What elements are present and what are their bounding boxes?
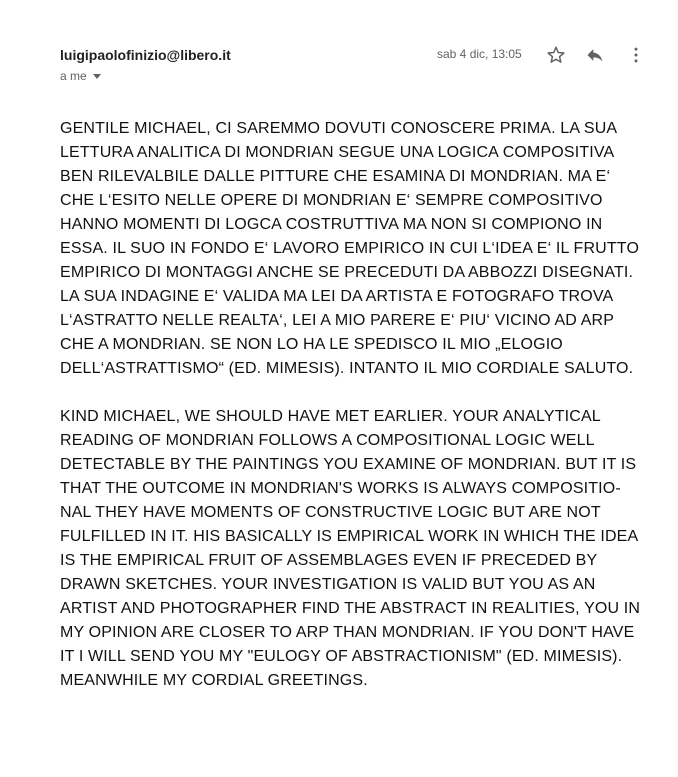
- message-line: NAL THEY HAVE MOMENTS OF CONSTRUCTIVE LOGIC BUT ARE NOT: [60, 504, 601, 521]
- message-line: EMPIRICO DI MONTAGGI ANCHE SE PRECEDUTI DA ABBOZZI DISEGNATI.: [60, 264, 634, 281]
- message-line: FULFILLED IN IT. HIS BASICALLY IS EMPIRICAL WORK IN WHICH THE IDEA: [60, 528, 639, 545]
- message-line: KIND MICHAEL, WE SHOULD HAVE MET EARLIER. YOUR ANALYTICAL: [60, 408, 601, 425]
- message-line: BEN RILEVALBILE DALLE PITTURE CHE ESAMINA DI MONDRIAN. MA E‘: [60, 168, 611, 185]
- message-line: DELL‘ASTRATTISMO“ (ED. MIMESIS). INTANTO IL MIO CORDIALE SALUTO.: [60, 360, 634, 377]
- message-header: [60, 47, 660, 87]
- message-line: L‘ASTRATTO NELLE REALTA‘, LEI A MIO PARERE E‘ PIU‘ VICINO AD ARP: [60, 312, 615, 329]
- message-line: MY OPINION ARE CLOSER TO ARP THAN MONDRIAN. IF YOU DON'T HAVE: [60, 624, 635, 641]
- message-line: HANNO MOMENTI DI LOGCA COSTRUTTIVA MA NON SI COMPIONO IN: [60, 216, 603, 233]
- message-line: LA SUA INDAGINE E‘ VALIDA MA LEI DA ARTISTA E FOTOGRAFO TROVA: [60, 288, 614, 305]
- more-options-button[interactable]: [624, 43, 648, 67]
- english-paragraph: [60, 405, 650, 693]
- message-line: IS THE EMPIRICAL FRUIT OF ASSEMBLAGES EVEN IF PRECEDED BY: [60, 552, 598, 569]
- message-line: DETECTABLE BY THE PAINTINGS YOU EXAMINE OF MONDRIAN. BUT IT IS: [60, 456, 637, 473]
- message-line: CHE L‘ESITO NELLE OPERE DI MONDRIAN E‘ SEMPRE COMPOSITIVO: [60, 192, 603, 209]
- reply-icon: [585, 45, 605, 65]
- star-button[interactable]: [544, 43, 568, 67]
- message-line: ESSA. IL SUO IN FONDO E‘ LAVORO EMPIRICO IN CUI L‘IDEA E‘ IL FRUTTO: [60, 240, 640, 257]
- message-line: THAT THE OUTCOME IN MONDRIAN'S WORKS IS ALWAYS COMPOSITIO-: [60, 480, 621, 497]
- message-line: GENTILE MICHAEL, CI SAREMMO DOVUTI CONOSCERE PRIMA. LA SUA: [60, 120, 618, 137]
- sender-email[interactable]: luigipaolofinizio@libero.it: [60, 47, 231, 63]
- message-line: ARTIST AND PHOTOGRAPHER FIND THE ABSTRACT IN REALITIES, YOU IN: [60, 600, 641, 617]
- recipient-details[interactable]: [60, 69, 101, 83]
- more-vert-icon: [626, 45, 646, 65]
- star-icon: [546, 45, 566, 65]
- message-line: DRAWN SKETCHES. YOUR INVESTIGATION IS VALID BUT YOU AS AN: [60, 576, 596, 593]
- italian-paragraph: [60, 117, 650, 381]
- message-line: MEANWHILE MY CORDIAL GREETINGS.: [60, 672, 368, 689]
- message-line: IT I WILL SEND YOU MY "EULOGY OF ABSTRACTIONISM" (ED. MIMESIS).: [60, 648, 623, 665]
- message-date: sab 4 dic, 13:05: [437, 47, 522, 61]
- message-line: CHE A MONDRIAN. SE NON LO HA LE SPEDISCO IL MIO „ELOGIO: [60, 336, 563, 353]
- message-line: LETTURA ANALITICA DI MONDRIAN SEGUE UNA LOGICA COMPOSITIVA: [60, 144, 615, 161]
- message-body: [60, 117, 650, 717]
- message-line: READING OF MONDRIAN FOLLOWS A COMPOSITIONAL LOGIC WELL: [60, 432, 595, 449]
- recipient-label: a me: [60, 69, 87, 83]
- reply-button[interactable]: [583, 43, 607, 67]
- chevron-down-icon[interactable]: [93, 74, 101, 79]
